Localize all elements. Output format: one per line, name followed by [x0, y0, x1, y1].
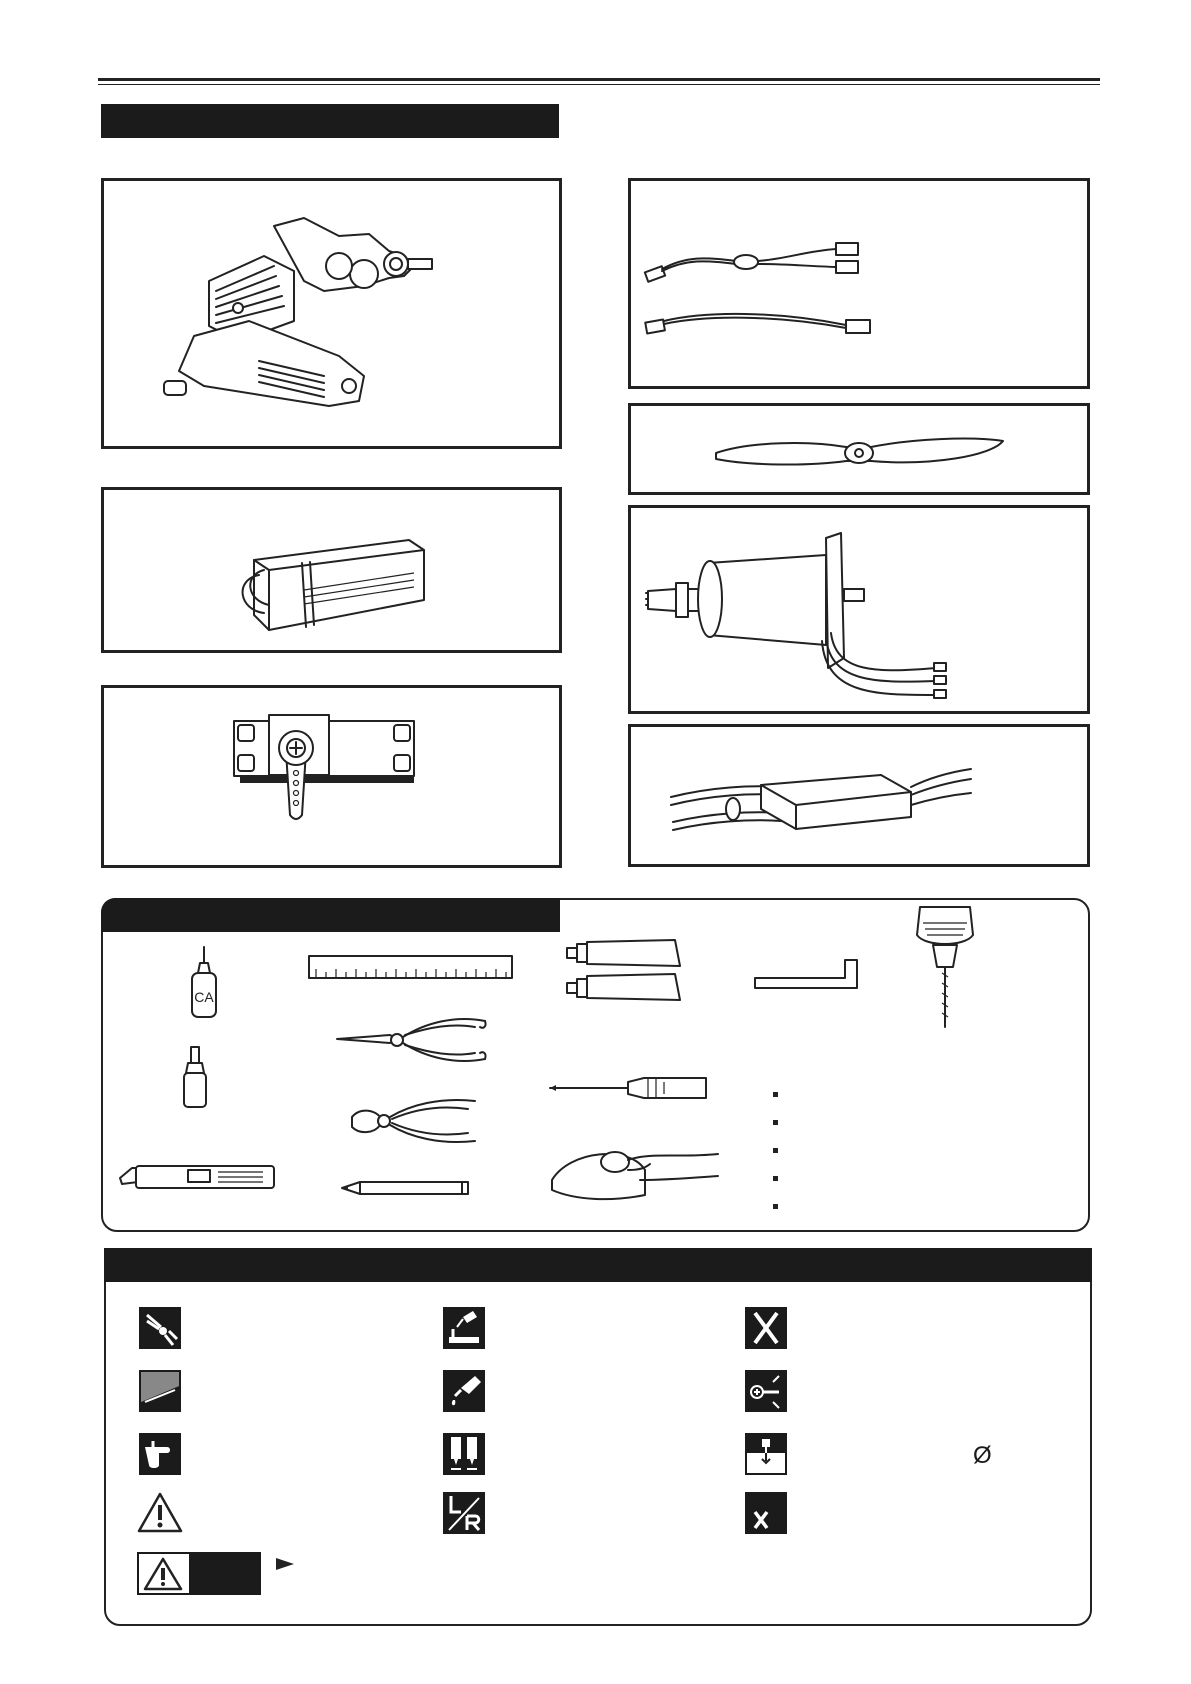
attention-icon — [139, 1433, 181, 1475]
sand-icon — [139, 1370, 181, 1412]
cut-icon — [139, 1307, 181, 1349]
motor-box — [628, 505, 1090, 714]
leads-box — [628, 178, 1090, 389]
caution-label-fill — [189, 1554, 259, 1593]
diameter-symbol: Ø — [973, 1442, 992, 1469]
caution-label-icon — [137, 1552, 261, 1595]
tools-heading-bar — [101, 898, 560, 932]
screwdriver-icon — [548, 1072, 708, 1104]
ca-glue-icon — [443, 1370, 485, 1412]
servo-box — [101, 685, 562, 868]
list-bullet — [773, 1204, 778, 1209]
wire-cutters-icon — [350, 1095, 480, 1150]
list-bullet — [773, 1176, 778, 1181]
small-x-icon — [745, 1492, 787, 1534]
header-rule — [98, 78, 1100, 81]
brushless-motor-icon — [646, 523, 976, 703]
warning-icon — [137, 1491, 183, 1533]
apply-glue-icon — [443, 1307, 485, 1349]
propeller-icon — [711, 431, 1011, 476]
epoxy-tubes-icon — [565, 938, 685, 1008]
section-heading-bar — [101, 104, 559, 138]
check-movement-icon — [745, 1370, 787, 1412]
servo-icon — [234, 713, 434, 823]
extension-lead-icon — [646, 311, 876, 351]
engine-icon — [164, 196, 434, 416]
drill-hole-icon — [745, 1433, 787, 1475]
needle-nose-pliers-icon — [335, 1013, 495, 1068]
hex-wrench-icon — [753, 958, 863, 996]
pencil-icon — [340, 1180, 470, 1196]
ca-label: CA — [194, 989, 214, 1005]
engine-box — [101, 178, 562, 449]
header-rule-thin — [98, 84, 1100, 85]
left-right-icon — [443, 1492, 485, 1534]
speed-controller-icon — [671, 747, 971, 857]
hobby-knife-icon — [118, 1160, 278, 1195]
propeller-box — [628, 403, 1090, 495]
esc-box — [628, 724, 1090, 867]
thread-lock-bottle-icon — [180, 1045, 210, 1110]
list-bullet — [773, 1092, 778, 1097]
covering-iron-icon — [550, 1140, 720, 1210]
arrow-right-icon — [274, 1556, 296, 1572]
list-bullet — [773, 1148, 778, 1153]
battery-pack-icon — [234, 535, 444, 635]
battery-box — [101, 487, 562, 653]
do-not-icon — [745, 1307, 787, 1349]
two-part-epoxy-icon — [443, 1433, 485, 1475]
list-bullet — [773, 1120, 778, 1125]
symbols-heading-bar — [104, 1248, 1092, 1282]
ruler-icon — [308, 955, 513, 979]
ca-glue-bottle-icon — [188, 945, 220, 1020]
drill-icon — [905, 905, 985, 1030]
